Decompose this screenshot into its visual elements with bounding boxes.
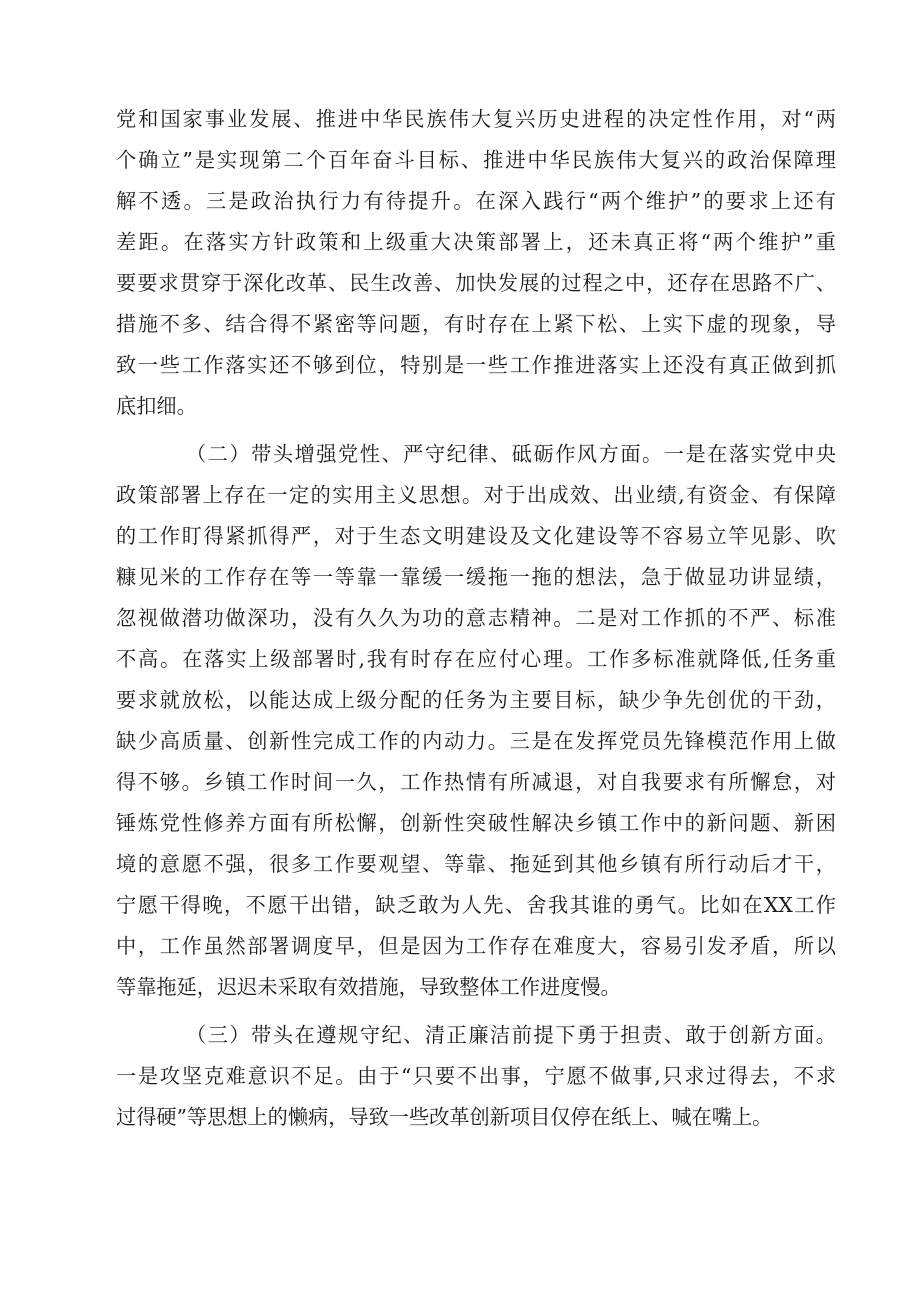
paragraph-gap [116,1008,836,1015]
text-line: 差距。在落实方针政策和上级重大决策部署上，还未真正将“两个维护”重 [116,230,836,254]
text-line: 解不透。三是政治执行力有待提升。在深入践行“两个维护”的要求上还有 [116,189,836,213]
paragraph-section-3 [116,1015,836,1138]
text-line: 糠见米的工作存在等一等靠一靠缓一缓拖一拖的想法，急于做显功讲显绩， [116,565,836,589]
text-line: 致一些工作落实还不够到位，特别是一些工作推进落实上还没有真正做到抓 [116,353,836,377]
text-line: 政策部署上存在一定的实用主义思想。对于出成效、出业绩,有资金、有保障 [116,483,836,507]
text-line: 锤炼党性修养方面有所松懈，创新性突破性解决乡镇工作中的新问题、新困 [116,811,836,835]
text-line: 等靠拖延，迟迟未采取有效措施，导致整体工作进度慢。 [116,975,621,999]
text-line: 缺少高质量、创新性完成工作的内动力。三是在发挥党员先锋模范作用上做 [116,729,836,753]
paragraph-section-2 [116,434,836,1008]
text-line: 要要求贯穿于深化改革、民生改善、加快发展的过程之中，还存在思路不广、 [116,271,836,295]
text-line: 得不够。乡镇工作时间一久，工作热情有所减退，对自我要求有所懈怠，对 [116,770,836,794]
text-line: 境的意愿不强，很多工作要观望、等靠、拖延到其他乡镇有所行动后才干， [116,852,836,876]
document-body [116,99,836,1138]
text-line: 措施不多、结合得不紧密等问题，有时存在上紧下松、上实下虚的现象，导 [116,312,836,336]
section-heading-line: （三）带头在遵规守纪、清正廉洁前提下勇于担责、敢于创新方面。 [186,1023,836,1047]
section-heading-line: （二）带头增强党性、严守纪律、砥砺作风方面。一是在落实党中央 [186,442,836,466]
text-line: 过得硬”等思想上的懒病，导致一些改革创新项目仅停在纸上、喊在嘴上。 [116,1105,773,1129]
text-line: 中，工作虽然部署调度早，但是因为工作存在难度大，容易引发矛盾，所以 [116,934,836,958]
text-line: 宁愿干得晚，不愿干出错，缺乏敢为人先、舍我其谁的勇气。比如在XX工作 [116,893,836,917]
text-line: 要求就放松，以能达成上级分配的任务为主要目标，缺少争先创优的干劲， [116,688,836,712]
text-line: 底扣细。 [116,394,197,418]
text-line: 个确立”是实现第二个百年奋斗目标、推进中华民族伟大复兴的政治保障理 [116,148,836,172]
text-line: 一是攻坚克难意识不足。由于“只要不出事，宁愿不做事,只求过得去，不求 [116,1064,836,1088]
paragraph-continuation [116,99,836,427]
text-line: 党和国家事业发展、推进中华民族伟大复兴历史进程的决定性作用，对“两 [116,107,836,131]
text-line: 不高。在落实上级部署时,我有时存在应付心理。工作多标准就降低,任务重 [116,647,836,671]
text-line: 忽视做潜功做深功，没有久久为功的意志精神。二是对工作抓的不严、标准 [116,606,836,630]
paragraph-gap [116,427,836,434]
text-line: 的工作盯得紧抓得严，对于生态文明建设及文化建设等不容易立竿见影、吹 [116,524,836,548]
